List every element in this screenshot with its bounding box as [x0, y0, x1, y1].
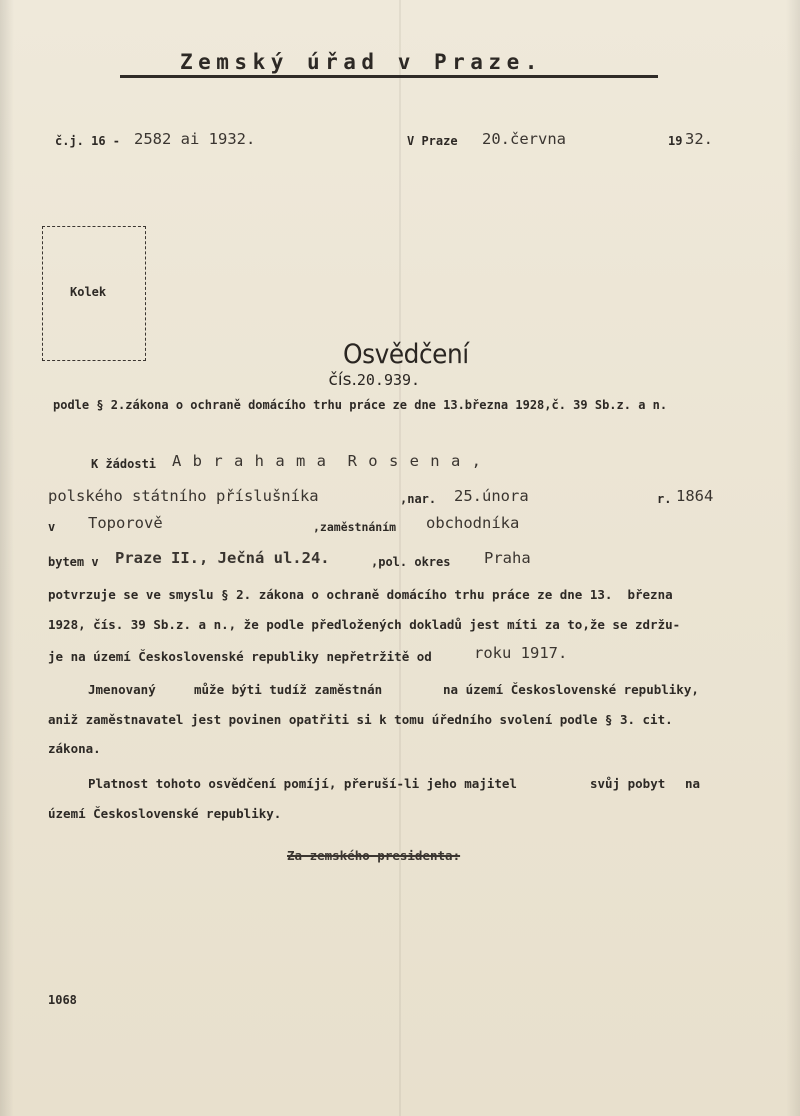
- district-label: ,pol. okres: [371, 555, 451, 569]
- certificate-title: Osvědčení: [342, 339, 469, 370]
- stamp-label: Kolek: [70, 285, 107, 299]
- body-line-1: potvrzuje se ve smyslu § 2. zákona o ochraně domácího trhu práce ze dne 13. března: [48, 587, 673, 602]
- citizenship: polského státního příslušníka: [48, 487, 319, 505]
- body-line-7c: na: [685, 776, 701, 791]
- applicant-name: A b r a h a m a R o s e n a ,: [172, 452, 482, 470]
- residence-label: bytem v: [48, 555, 99, 569]
- body-line-7a: Platnost tohoto osvědčení pomíjí, přeruší-li jeho majitel: [88, 776, 517, 791]
- certificate-number-label: čís.: [328, 370, 357, 390]
- birth-date: 25.února: [454, 487, 529, 505]
- occupation-label: ,zaměstnáním: [313, 520, 397, 534]
- footer-code: 1068: [48, 993, 77, 1007]
- title-underline: [120, 75, 658, 78]
- year-suffix: 32.: [685, 130, 713, 148]
- ref-prefix: č.j. 16 -: [55, 134, 121, 148]
- body-line-5: aniž zaměstnavatel jest povinen opatřiti si k tomu úředního svolení podle § 3. cit.: [48, 712, 673, 727]
- certificate-number: 20.939.: [356, 371, 421, 389]
- place-prefix: v: [48, 520, 56, 534]
- body-line-7b: svůj pobyt: [590, 776, 666, 791]
- residence-since: roku 1917.: [474, 644, 568, 662]
- office-title: Zemský úřad v Praze.: [180, 50, 543, 74]
- body-line-2: 1928, čís. 39 Sb.z. a n., že podle předložených dokladů jest míti za to,že se zdržu-: [48, 617, 681, 632]
- year-prefix: 19: [668, 134, 683, 148]
- legal-basis: podle § 2.zákona o ochraně domácího trhu práce ze dne 13.března 1928,č. 39 Sb.z. a n.: [53, 398, 668, 412]
- signature-line: Za zemského presidenta:: [287, 848, 461, 863]
- issue-date: 20.června: [482, 130, 566, 148]
- district: Praha: [484, 549, 531, 567]
- ref-number: 2582 ai 1932.: [134, 130, 256, 148]
- occupation: obchodníka: [426, 514, 520, 532]
- year-label: r.: [657, 492, 672, 506]
- body-line-3: je na území Československé republiky nepřetržitě od: [48, 649, 432, 664]
- born-label: ,nar.: [400, 492, 437, 506]
- birth-place: Toporově: [88, 514, 163, 532]
- body-line-4c: na území Československé republiky,: [443, 682, 699, 697]
- place-label: V Praze: [407, 134, 458, 148]
- birth-year: 1864: [676, 487, 714, 505]
- certificate-heading: [304, 320, 479, 409]
- request-label: K žádosti: [91, 457, 157, 471]
- body-line-6: zákona.: [48, 741, 101, 756]
- body-line-4a: Jmenovaný: [88, 682, 156, 697]
- body-line-8: území Československé republiky.: [48, 806, 282, 821]
- body-line-4b: může býti tudíž zaměstnán: [194, 682, 383, 697]
- residence: Praze II., Ječná ul.24.: [115, 549, 330, 567]
